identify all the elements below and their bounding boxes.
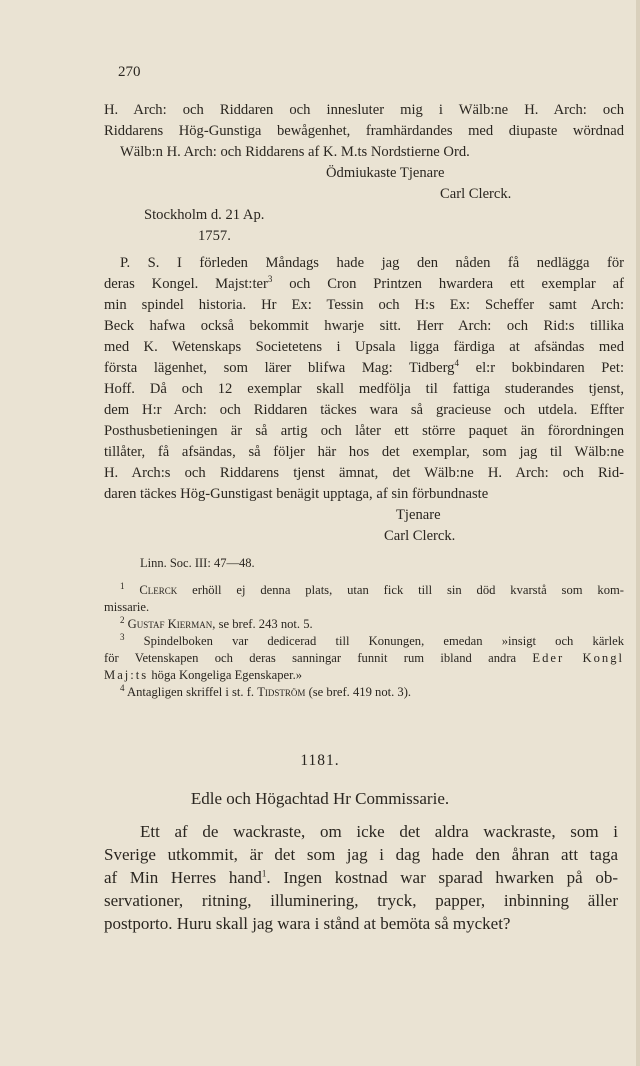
body-line: postporto. Huru skall jag wara i stånd at bemöta så mycket? [104, 914, 511, 933]
footnote-ref: 3 [267, 274, 273, 285]
footnote-continuation: Maj:ts höga Kongeliga Egenskaper.» [104, 668, 303, 682]
footnote-marker: 3 [120, 631, 125, 642]
next-letter-body [104, 820, 618, 935]
footnote-marker: 2 [120, 614, 125, 625]
letter-signature: Carl Clerck. [440, 186, 512, 202]
postscript-closing: Tjenare [396, 507, 441, 523]
postscript-line: Posthusbetieningen är så artig och låter ett större paquet än förordningen [104, 423, 624, 439]
body-line: servationer, ritning, illuminering, tryck, papper, inbinning äller [104, 891, 618, 910]
footnote: $^2$ Gustaf Kierman, se bref. 243 not. 5. [120, 614, 313, 631]
footnotes [104, 582, 624, 701]
postscript-line: deras Kongel. Majst:ter$^3$ och Cron Printzen hwardera ett exemplar af [104, 274, 624, 292]
page-number: 270 [118, 64, 141, 80]
letter-number: 1181. [300, 752, 340, 769]
postscript-line: med K. Wetenskaps Societetens i Upsala ligga färdiga at afsändas med [104, 339, 624, 355]
letter-salutation: Edle och Högachtad Hr Commissarie. [190, 789, 450, 808]
page-edge [636, 0, 640, 1066]
letter-place-date: Stockholm d. 21 Ap. [144, 207, 265, 223]
postscript-line: H. Arch:s och Riddarens tjenst ämnat, det Wälb:ne H. Arch: och Rid- [104, 465, 624, 481]
letter-closing: Ödmiukaste Tjenare [326, 165, 445, 181]
body-line: Ett af de wackraste, om icke det aldra wackraste, som i [140, 822, 618, 841]
letter-line: Wälb:n H. Arch: och Riddarens af K. M.ts Nordstierne Ord. [120, 144, 470, 160]
footnote-ref: 1 [261, 868, 267, 879]
body-line: af Min Herres hand$^1$. Ingen kostnad war sparad hwarken på ob- [104, 868, 618, 887]
main-text-block [104, 100, 624, 701]
footnote-marker: 1 [120, 580, 125, 591]
postscript-line: tillåter, få afsändas, så följer här hos det exemplar, som jag til Wälb:ne [104, 444, 624, 460]
footnote-author: Clerck [139, 583, 178, 597]
footnote-ref: 4 [454, 358, 459, 369]
letter-line: H. Arch: och Riddaren och innesluter mig i Wälb:ne H. Arch: och [104, 102, 624, 118]
postscript-line: min spindel historia. Hr Ex: Tessin och H:s Ex: Scheffer samt Arch: [104, 297, 624, 313]
footnote-author: Gustaf Kierman [127, 617, 213, 631]
letter-year: 1757. [198, 228, 231, 244]
letter-line: Riddarens Hög-Gunstiga bewågenhet, framhärdandes med diupaste wördnad [104, 123, 624, 139]
postscript-line: daren täckes Hög-Gunstigast benägit upptaga, af sin förbundnaste [104, 486, 489, 502]
postscript [104, 253, 624, 547]
footnote-continuation: för Vetenskapen och deras sanningar funnit rum ibland andra Eder Kongl [104, 651, 624, 665]
footnote-marker: 4 [120, 682, 125, 693]
footnote: $^4$ Antagligen skriffel i st. f. Tidström (se bref. 419 not. 3). [120, 682, 412, 699]
postscript-line: Hoff. Då och 12 exemplar skall medfölja til fattiga studerandes tjenst, [104, 381, 624, 397]
footnote: $^1$ Clerck erhöll ej denna plats, utan fick till sin död kvarstå som kom- [120, 580, 624, 597]
postscript-line: P. S. I förleden Måndags hade jag den nåden få nedlägga för [120, 255, 624, 271]
body-line: Sverige utkommit, är det som jag i dag hade den åhran att taga [104, 845, 618, 864]
footnote: $^3$ Spindelboken var dedicerad till Konungen, emedan »insigt och kärlek [120, 631, 624, 648]
footnote-continuation: missarie. [104, 600, 150, 614]
postscript-line: första lägenhet, som lärer blifwa Mag: Tidberg$^4$ el:r bokbindaren Pet: [104, 358, 624, 376]
postscript-signature: Carl Clerck. [384, 528, 456, 544]
source-reference: Linn. Soc. III: 47—48. [140, 556, 255, 570]
postscript-line: Beck hafwa också bekommit hwarje sitt. Herr Arch: och Rid:s tillika [104, 318, 624, 334]
postscript-line: dem H:r Arch: och Riddaren täckes wara så gracieuse och utdela. Effter [104, 402, 624, 418]
